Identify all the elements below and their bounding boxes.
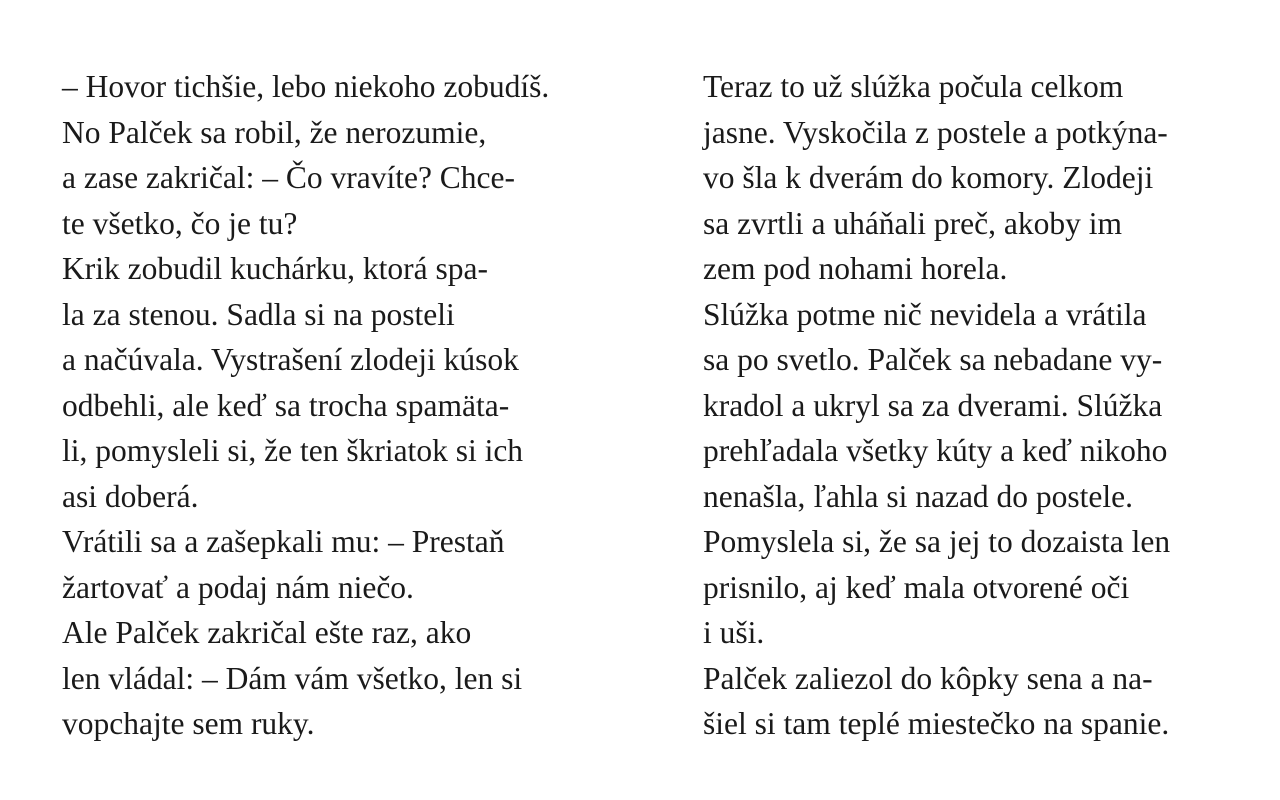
text-line: asi doberá. xyxy=(62,478,199,514)
text-line: jasne. Vyskočila z postele a potkýna- xyxy=(703,114,1168,150)
text-line: sa po svetlo. Palček sa nebadane vy- xyxy=(703,342,1163,377)
text-line: Palček zaliezol do kôpky sena a na- xyxy=(703,660,1153,696)
text-line: Vrátili sa a zašepkali mu: – Prestaň xyxy=(62,524,505,559)
text-line: prehľadala všetky kúty a keď nikoho xyxy=(703,433,1168,468)
text-line: la za stenou. Sadla si na posteli xyxy=(62,296,455,332)
text-line: prisnilo, aj keď mala otvorené oči xyxy=(703,569,1130,605)
left-page-text xyxy=(62,64,592,747)
text-line: – Hovor tichšie, lebo niekoho zobudíš. xyxy=(62,69,550,104)
text-line: nenašla, ľahla si nazad do postele. xyxy=(703,478,1134,514)
text-line: zem pod nohami horela. xyxy=(703,251,1008,286)
text-line: a zase zakričal: – Čo vravíte? Chce- xyxy=(62,160,516,195)
text-line: Pomyslela si, že sa jej to dozaista len xyxy=(703,524,1171,559)
text-line: kradol a ukryl sa za dverami. Slúžka xyxy=(703,387,1163,423)
text-line: sa zvrtli a uháňali preč, akoby im xyxy=(703,205,1122,241)
text-line: a načúvala. Vystrašení zlodeji kúsok xyxy=(62,342,519,377)
text-line: vopchajte sem ruky. xyxy=(62,706,315,741)
text-line: žartovať a podaj nám niečo. xyxy=(62,569,414,605)
text-line: No Palček sa robil, že nerozumie, xyxy=(62,114,487,150)
text-line: šiel si tam teplé miestečko na spanie. xyxy=(703,706,1170,741)
text-line: odbehli, ale keď sa trocha spamäta- xyxy=(62,387,510,423)
text-line: i uši. xyxy=(703,615,765,650)
text-line: Ale Palček zakričal ešte raz, ako xyxy=(62,615,472,650)
text-line: vo šla k dverám do komory. Zlodeji xyxy=(703,160,1154,195)
text-line: Slúžka potme nič nevidela a vrátila xyxy=(703,296,1147,332)
text-line: Teraz to už slúžka počula celkom xyxy=(703,69,1124,104)
right-page-text xyxy=(703,64,1233,747)
text-line: li, pomysleli si, že ten škriatok si ich xyxy=(62,433,524,468)
text-line: len vládal: – Dám vám všetko, len si xyxy=(62,660,523,696)
text-line: Krik zobudil kuchárku, ktorá spa- xyxy=(62,251,489,286)
text-line: te všetko, čo je tu? xyxy=(62,205,298,241)
